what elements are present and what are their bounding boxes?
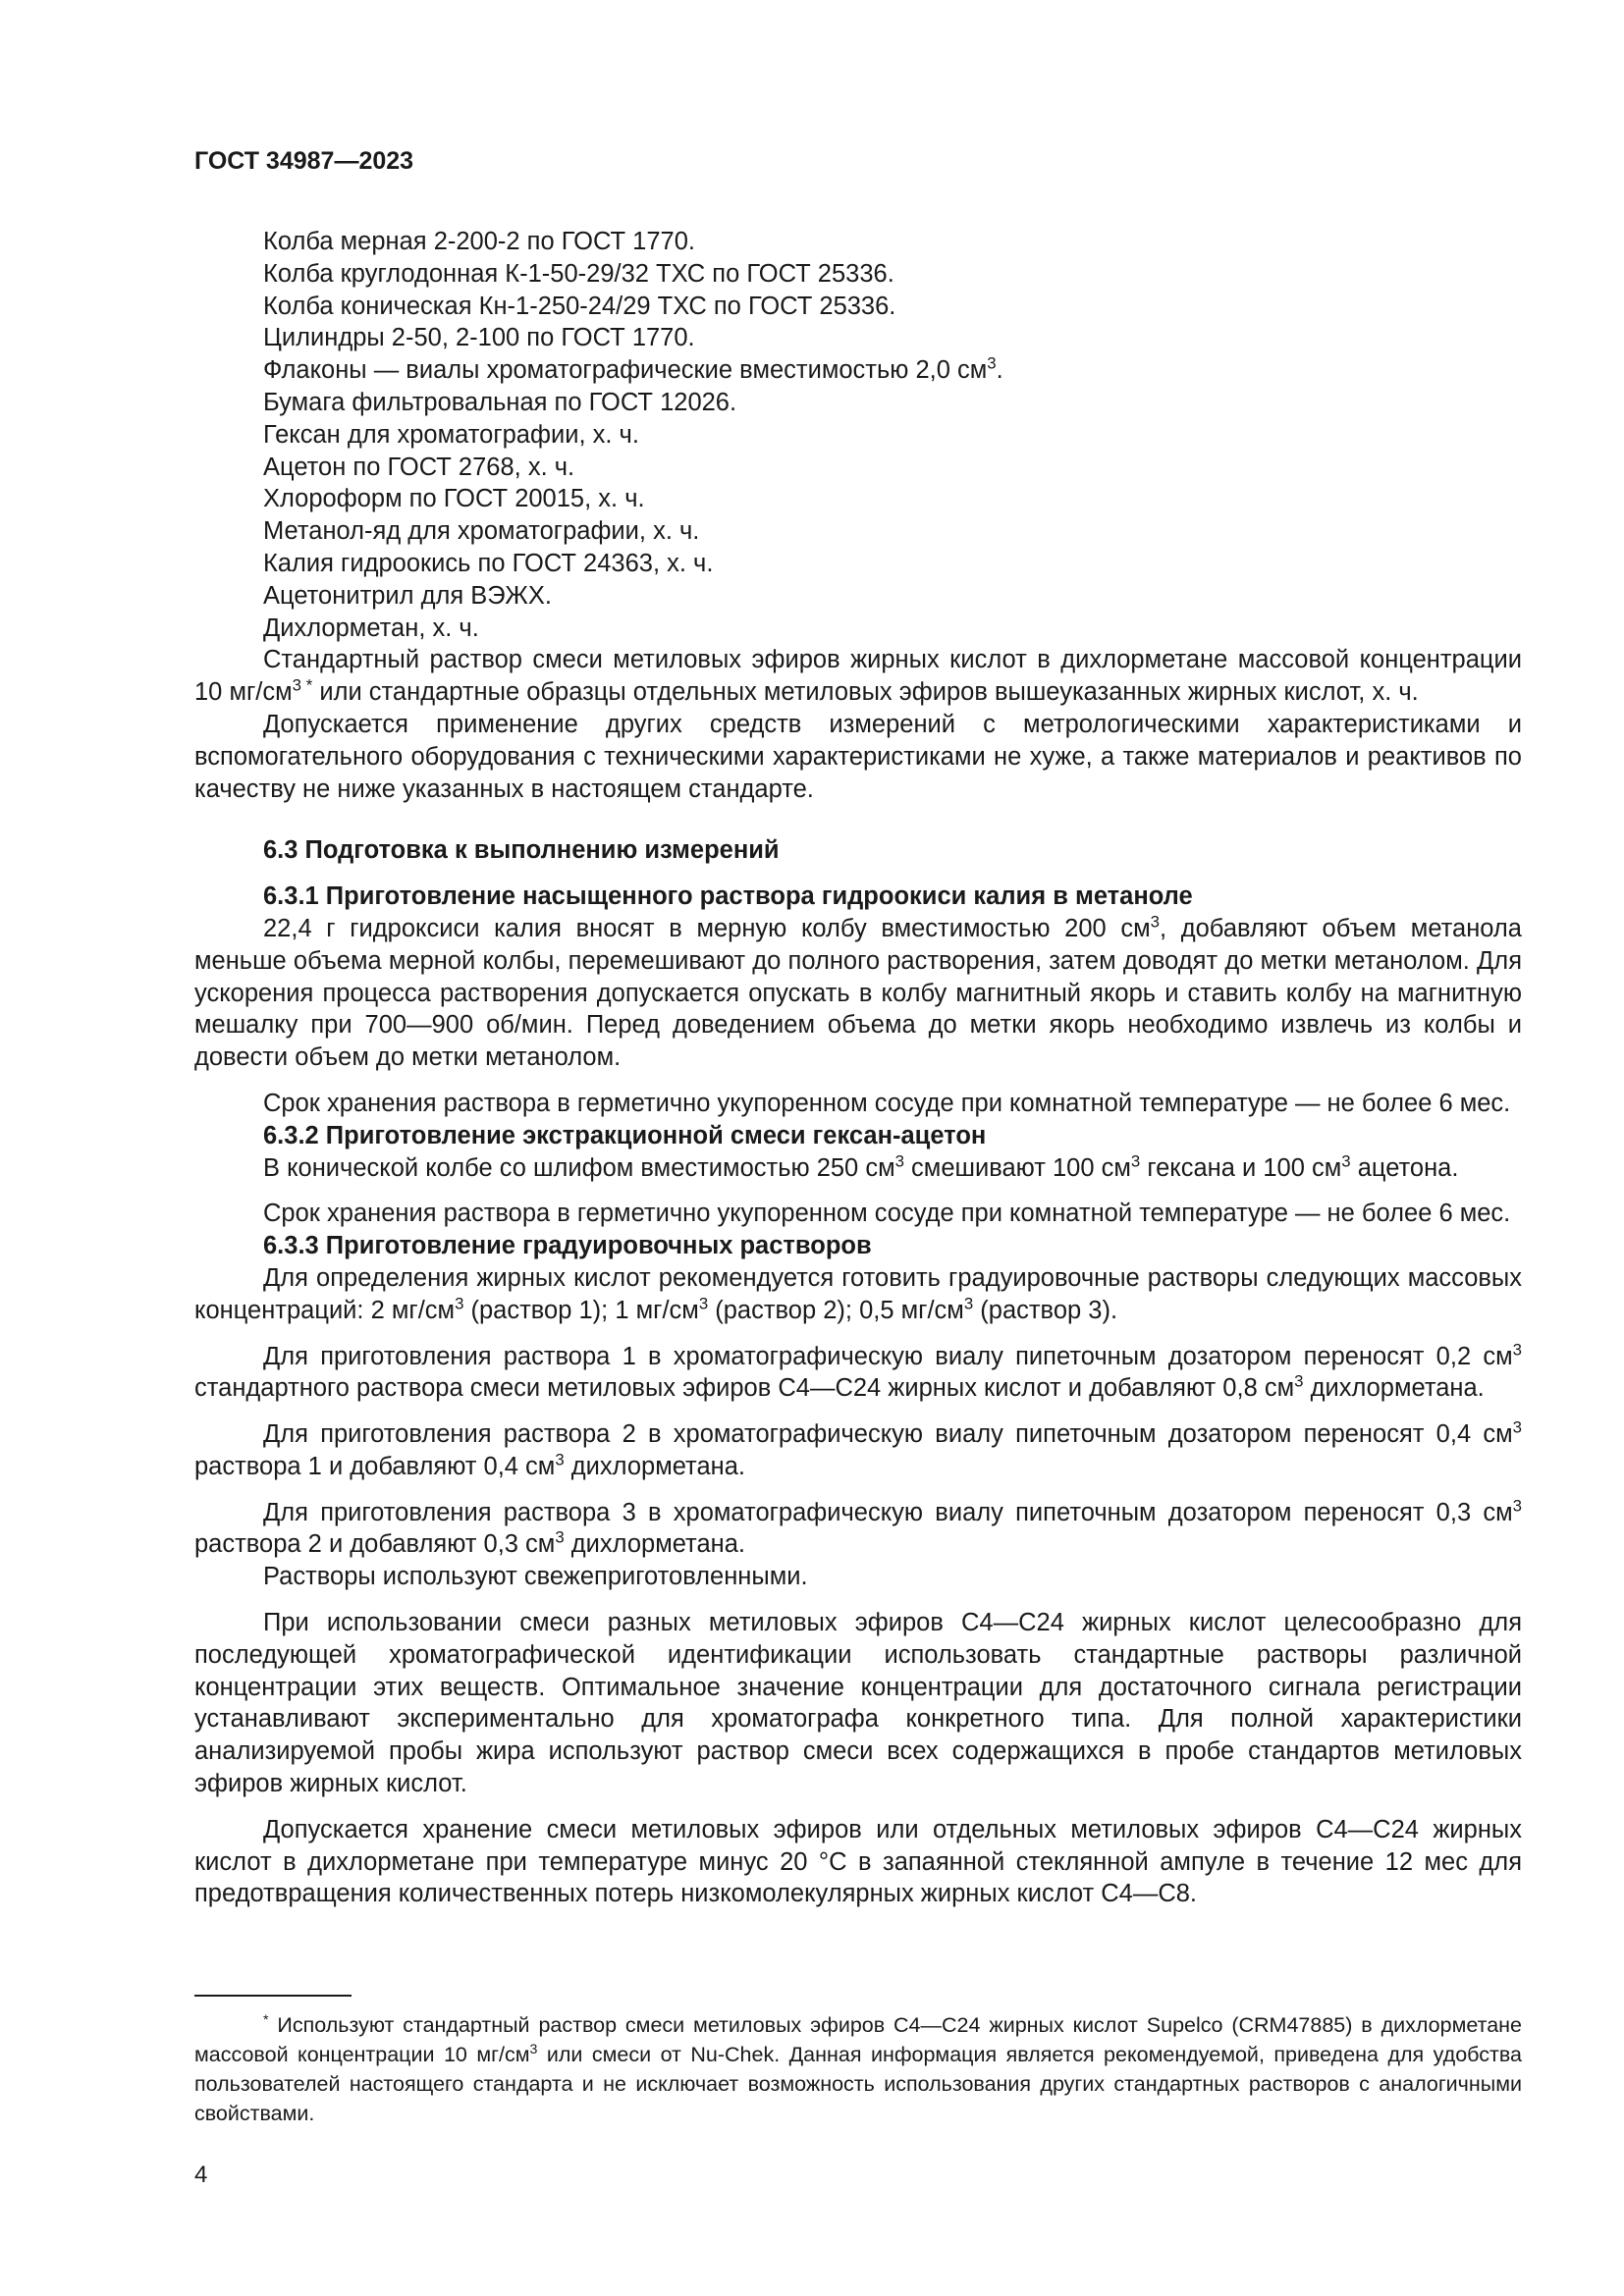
document-header: ГОСТ 34987—2023 xyxy=(194,147,414,175)
superscript: 3 xyxy=(555,1527,565,1547)
list-item: Колба коническая Кн-1-250-24/29 ТХС по ГОСТ 25336. xyxy=(263,292,896,320)
standard-solution-paragraph xyxy=(194,644,1522,709)
footnote-ref: 3 * xyxy=(292,675,313,695)
paragraph xyxy=(194,1341,1522,1406)
list-item: Бумага фильтровальная по ГОСТ 12026. xyxy=(263,388,737,416)
footnote xyxy=(194,2010,1522,2128)
text: (раствор 2); 0,5 мг/см xyxy=(708,1296,964,1324)
list-item: Колба мерная 2-200-2 по ГОСТ 1770. xyxy=(263,228,695,255)
superscript: 3 xyxy=(1341,1151,1351,1171)
superscript: 3 xyxy=(987,353,997,373)
paragraph: При использовании смеси разных метиловых эфиров С4—С24 жирных кислот целесообразно для последующей хроматографической идентификации использовать стандартные растворы различной концентрации этих веществ. Оптимальное значение концентрации для достаточного сигнала регистрации устанавливают экспериментально для хроматографа конкретного типа. Для полной характеристики анализируемой пробы жира используют раствор смеси всех содержащихся в пробе стандартов метиловых эфиров жирных кислот. xyxy=(194,1609,1522,1798)
text: раствора 2 и добавляют 0,3 см xyxy=(194,1530,556,1559)
list-item: Ацетонитрил для ВЭЖХ. xyxy=(263,581,552,610)
paragraph: Срок хранения раствора в герметично укупоренном сосуде при комнатной температуре — не более 6 мес. xyxy=(263,1200,1511,1228)
superscript: 3 xyxy=(455,1294,464,1313)
list-item: Дихлорметан, х. ч. xyxy=(263,614,479,642)
text: 22,4 г гидроксиси калия вносят в мерную колбу вместимостью 200 см xyxy=(263,914,1151,942)
footnote-text xyxy=(194,2010,1522,2128)
paragraph xyxy=(194,913,1522,1074)
allowance-paragraph: Допускается применение других средств измерений с метрологическими характеристиками и вспомогательного оборудования с техническими характеристиками не хуже, а также материалов и реактивов по качеству не ниже указанных в настоящем стандарте. xyxy=(194,710,1522,803)
paragraph xyxy=(194,1262,1522,1327)
superscript: 3 xyxy=(1294,1371,1304,1391)
text: (раствор 1); 1 мг/см xyxy=(463,1296,699,1324)
text: . xyxy=(996,356,1003,385)
list-item: Калия гидроокись по ГОСТ 24363, х. ч. xyxy=(263,549,714,577)
text: дихлорметана. xyxy=(1303,1374,1485,1403)
superscript: 3 xyxy=(1150,912,1161,932)
superscript: 3 xyxy=(1130,1151,1141,1171)
list-item: Хлороформ по ГОСТ 20015, х. ч. xyxy=(263,485,645,513)
paragraph: Допускается хранение смеси метиловых эфиров или отдельных метиловых эфиров С4—С24 жирных кислот в дихлорметане при температуре минус 20 °С в запаянной стеклянной ампуле в течение 12 мес для предотвращения количественных потерь низкомолекулярных жирных кислот С4—С8. xyxy=(194,1815,1522,1908)
text: Используют стандартный раствор смеси метиловых эфиров С4—С24 жирных кислот Supelco (CRM47885) в дихлорметане массовой концентрации 10 мг/см xyxy=(194,2013,1522,2066)
footnote-mark: * xyxy=(263,2011,269,2028)
superscript: 3 xyxy=(1512,1417,1522,1437)
text: ацетона. xyxy=(1350,1153,1459,1182)
text: смешивают 100 см xyxy=(903,1153,1131,1182)
text: Стандартный раствор смеси метиловых эфиров жирных кислот в дихлорметане массовой концентрации 10 мг/см xyxy=(194,646,1522,707)
page-number: 4 xyxy=(194,2162,208,2188)
superscript: 3 xyxy=(1512,1340,1522,1359)
paragraph: Растворы используют свежеприготовленными. xyxy=(263,1563,808,1591)
list-item: Гексан для хроматографии, х. ч. xyxy=(263,420,639,449)
section-heading-6-3-1: 6.3.1 Приготовление насыщенного раствора гидроокиси калия в метаноле xyxy=(263,882,1193,911)
text: Для определения жирных кислот рекомендуется готовить градуировочные растворы следующих массовых концентраций: 2 мг/см xyxy=(194,1263,1522,1324)
section-heading-6-3-3: 6.3.3 Приготовление градуировочных растворов xyxy=(263,1232,872,1260)
list-item: Колба круглодонная К-1-50-29/32 ТХС по ГОСТ 25336. xyxy=(263,259,894,288)
list-item: Метанол-яд для хроматографии, х. ч. xyxy=(263,517,700,546)
text: Флаконы — виалы хроматографические вместимостью 2,0 см xyxy=(263,356,988,385)
superscript: 3 xyxy=(698,1294,709,1313)
list-item: Цилиндры 2-50, 2-100 по ГОСТ 1770. xyxy=(263,324,695,352)
section-heading-6-3-2: 6.3.2 Приготовление экстракционной смеси гексан-ацетон xyxy=(263,1121,987,1149)
text: или смеси от Nu-Chek. Данная информация является рекомендуемой, приведена для удобства пользователей настоящего стандарта и не исключает возможность использования других стандартных растворов с аналогичными свойствами. xyxy=(194,2043,1522,2125)
text: или стандартные образцы отдельных метиловых эфиров вышеуказанных жирных кислот, х. ч. xyxy=(312,678,1419,707)
list-item-vials xyxy=(194,354,1522,387)
paragraph xyxy=(194,1418,1522,1483)
document-body xyxy=(194,226,1522,1910)
superscript: 3 xyxy=(894,1151,904,1171)
section-heading-6-3: 6.3 Подготовка к выполнению измерений xyxy=(263,836,780,865)
paragraph xyxy=(194,1497,1522,1562)
text: В конической колбе со шлифом вместимостью 250 см xyxy=(263,1153,895,1182)
text: , добавляют объем метанола меньше объема мерной колбы, перемешивают до полного растворения, затем доводят до метки метанолом. Для ускорения процесса растворения допускается опускать в колбу магнитный якорь и ставить колбу на магнитную мешалку при 700—900 об/мин. Перед доведением объема до метки якорь необходимо извлечь из колбы и довести объем до метки метанолом. xyxy=(194,914,1522,1072)
text: стандартного раствора смеси метиловых эфиров С4—С24 жирных кислот и добавляют 0,8 см xyxy=(194,1374,1295,1403)
superscript: 3 xyxy=(1512,1496,1522,1516)
text: (раствор 3). xyxy=(973,1296,1118,1324)
superscript: 3 xyxy=(529,2041,538,2057)
text: дихлорметана. xyxy=(564,1530,745,1559)
footnote-divider xyxy=(194,1995,352,1997)
text: гексана и 100 см xyxy=(1140,1153,1342,1182)
paragraph: Срок хранения раствора в герметично укупоренном сосуде при комнатной температуре — не более 6 мес. xyxy=(263,1089,1511,1117)
text: Для приготовления раствора 1 в хроматографическую виалу пипеточным дозатором переносят 0,2 см xyxy=(263,1342,1513,1370)
text: Для приготовления раствора 3 в хроматографическую виалу пипеточным дозатором переносят 0,3 см xyxy=(263,1498,1513,1526)
text: дихлорметана. xyxy=(564,1452,745,1480)
superscript: 3 xyxy=(555,1450,565,1469)
text: раствора 1 и добавляют 0,4 см xyxy=(194,1452,556,1480)
list-item: Ацетон по ГОСТ 2768, х. ч. xyxy=(263,453,575,481)
text: Для приготовления раствора 2 в хроматографическую виалу пипеточным дозатором переносят 0,4 см xyxy=(263,1420,1513,1449)
paragraph xyxy=(194,1152,1522,1185)
superscript: 3 xyxy=(963,1294,974,1313)
